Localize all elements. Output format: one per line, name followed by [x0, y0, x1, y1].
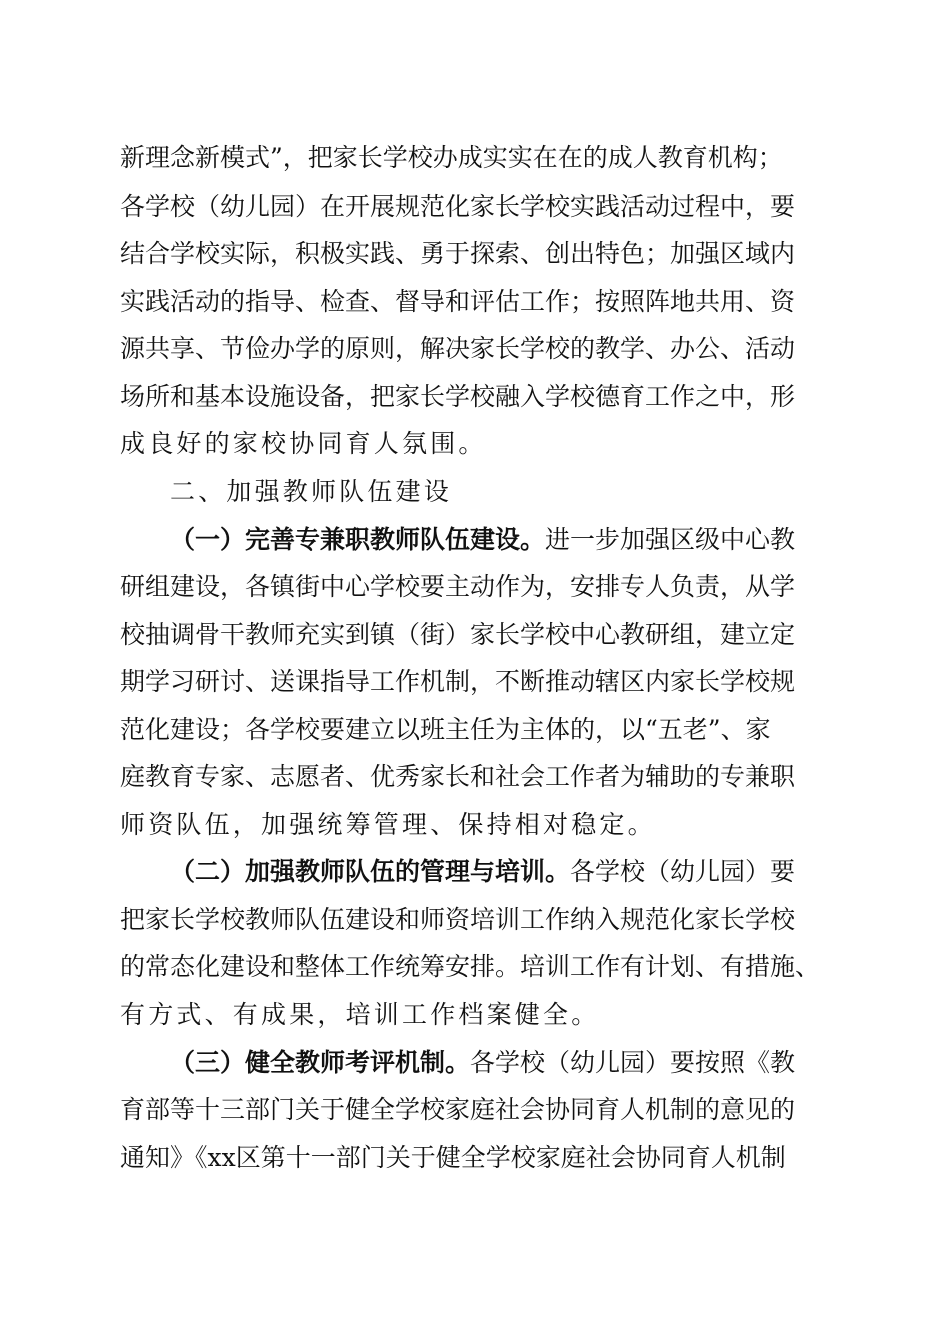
para1-line-4: 实践活动的指导、检查、督导和评估工作；按照阵地共用、资	[120, 287, 796, 316]
item1-first-line	[170, 519, 840, 561]
para1-line-1: 新理念新模式”，把家长学校办成实实在在的成人教育机构；	[120, 143, 783, 172]
item1-line-5: 范化建设；各学校要建立以班主任为主体的，以“五老”、家	[120, 715, 771, 744]
item1-title: （一）完善专兼职教师队伍建设。	[170, 525, 546, 554]
item3-first-rest: 各学校（幼儿园）要按照《教	[470, 1048, 796, 1077]
item2-line-2: 把家长学校教师队伍建设和师资培训工作纳入规范化家长学校	[120, 905, 796, 934]
para1-line-5: 源共享、节俭办学的原则，解决家长学校的教学、办公、活动	[120, 334, 796, 363]
item3-line-3: 通知》《xx区第十一部门关于健全学校家庭社会协同育人机制	[120, 1143, 786, 1172]
item1-line-4: 期学习研讨、送课指导工作机制，不断推动辖区内家长学校规	[120, 667, 796, 696]
section-heading: 二、加强教师队伍建设	[170, 477, 453, 506]
item1-line-3: 校抽调骨干教师充实到镇（街）家长学校中心教研组，建立定	[120, 620, 796, 649]
item2-first-rest: 各学校（幼儿园）要	[570, 857, 796, 886]
para1-line-7: 成良好的家校协同育人氛围。	[120, 429, 487, 458]
item2-line-3: 的常态化建设和整体工作统筹安排。培训工作有计划、有措施、	[120, 952, 821, 981]
item2-title: （二）加强教师队伍的管理与培训。	[170, 857, 571, 886]
item3-line-2: 育部等十三部门关于健全学校家庭社会协同育人机制的意见的	[120, 1095, 796, 1124]
para1-line-2: 各学校（幼儿园）在开展规范化家长学校实践活动过程中，要	[120, 192, 796, 221]
item3-title: （三）健全教师考评机制。	[170, 1048, 471, 1077]
para1-line-3: 结合学校实际，积极实践、勇于探索、创出特色；加强区域内	[120, 239, 796, 268]
item1-line-2: 研组建设，各镇街中心学校要主动作为，安排专人负责，从学	[120, 572, 796, 601]
para1-line-6: 场所和基本设施设备，把家长学校融入学校德育工作之中，形	[120, 382, 796, 411]
item3-first-line	[170, 1042, 840, 1084]
item2-first-line	[170, 851, 840, 893]
item1-line-6: 庭教育专家、志愿者、优秀家长和社会工作者为辅助的专兼职	[120, 762, 796, 791]
item1-first-rest: 进一步加强区级中心教	[545, 525, 796, 554]
item1-line-7: 师资队伍，加强统筹管理、保持相对稳定。	[120, 810, 656, 839]
item2-line-4: 有方式、有成果，培训工作档案健全。	[120, 1000, 600, 1029]
